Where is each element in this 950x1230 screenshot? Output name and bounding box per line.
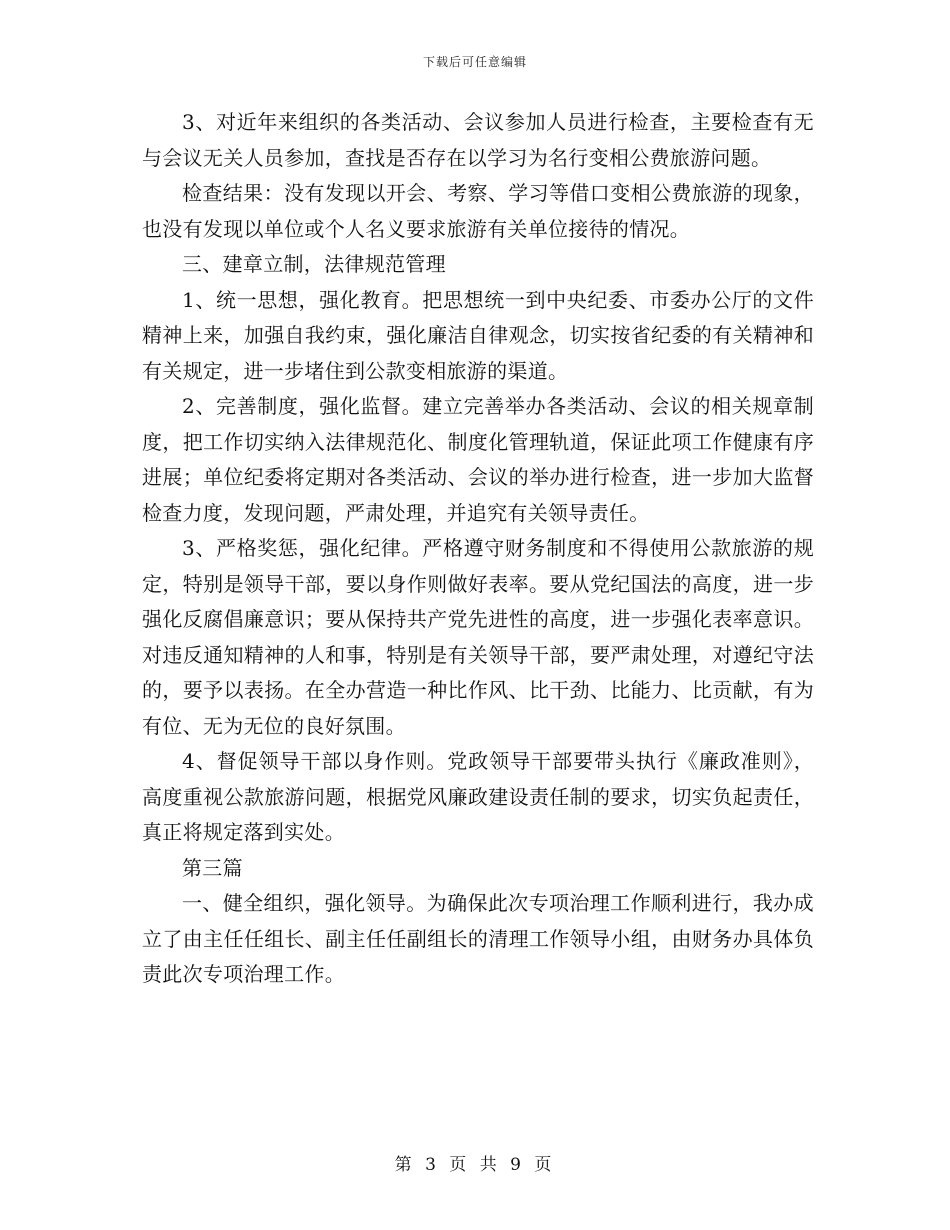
page-header-note: 下载后可任意编辑	[422, 55, 527, 69]
document-body	[142, 105, 814, 993]
page-number: 第 3 页 共 9 页	[394, 1155, 556, 1175]
paragraph-item-1: 1、统一思想，强化教育。把思想统一到中央纪委、市委办公厅的文件精神上来，加强自我约束，强化廉洁自律观念，切实按省纪委的有关精神和有关规定，进一步堵住到公款变相旅游的渠道。	[142, 287, 814, 383]
paragraph-item-4: 4、督促领导干部以身作则。党政领导干部要带头执行《廉政准则》，高度重视公款旅游问题，根据党风廉政建设责任制的要求，切实负起责任，真正将规定落到实处。	[142, 749, 814, 844]
paragraph-part3-item-1: 一、健全组织，强化领导。为确保此次专项治理工作顺利进行，我办成立了由主任任组长、副主任任副组长的清理工作领导小组，由财务办具体负责此次专项治理工作。	[142, 891, 814, 986]
paragraph-item-3: 3、严格奖惩，强化纪律。严格遵守财务制度和不得使用公款旅游的规定，特别是领导干部，要以身作则做好表率。要从党纪国法的高度，进一步强化反腐倡廉意识；要从保持共产党先进性的高度，进一步强化表率意识。对违反通知精神的人和事，特别是有关领导干部，要严肃处理，对遵纪守法的，要予以表扬。在全办营造一种比作风、比干劲、比能力、比贡献，有为有位、无为无位的良好氛围。	[142, 536, 814, 738]
paragraph-check-result: 检查结果：没有发现以开会、考察、学习等借口变相公费旅游的现象，也没有发现以单位或个人名义要求旅游有关单位接待的情况。	[142, 181, 814, 241]
paragraph-item-2: 2、完善制度，强化监督。建立完善举办各类活动、会议的相关规章制度，把工作切实纳入法律规范化、制度化管理轨道，保证此项工作健康有序进展；单位纪委将定期对各类活动、会议的举办进行检查，进一步加大监督检查力度，发现问题，严肃处理，并追究有关领导责任。	[142, 394, 814, 525]
part-heading-3: 第三篇	[182, 855, 243, 880]
section-heading-3: 三、建章立制，法律规范管理	[182, 252, 446, 276]
paragraph-check-3: 3、对近年来组织的各类活动、会议参加人员进行检查，主要检查有无与会议无关人员参加，查找是否存在以学习为名行变相公费旅游问题。	[142, 110, 814, 170]
